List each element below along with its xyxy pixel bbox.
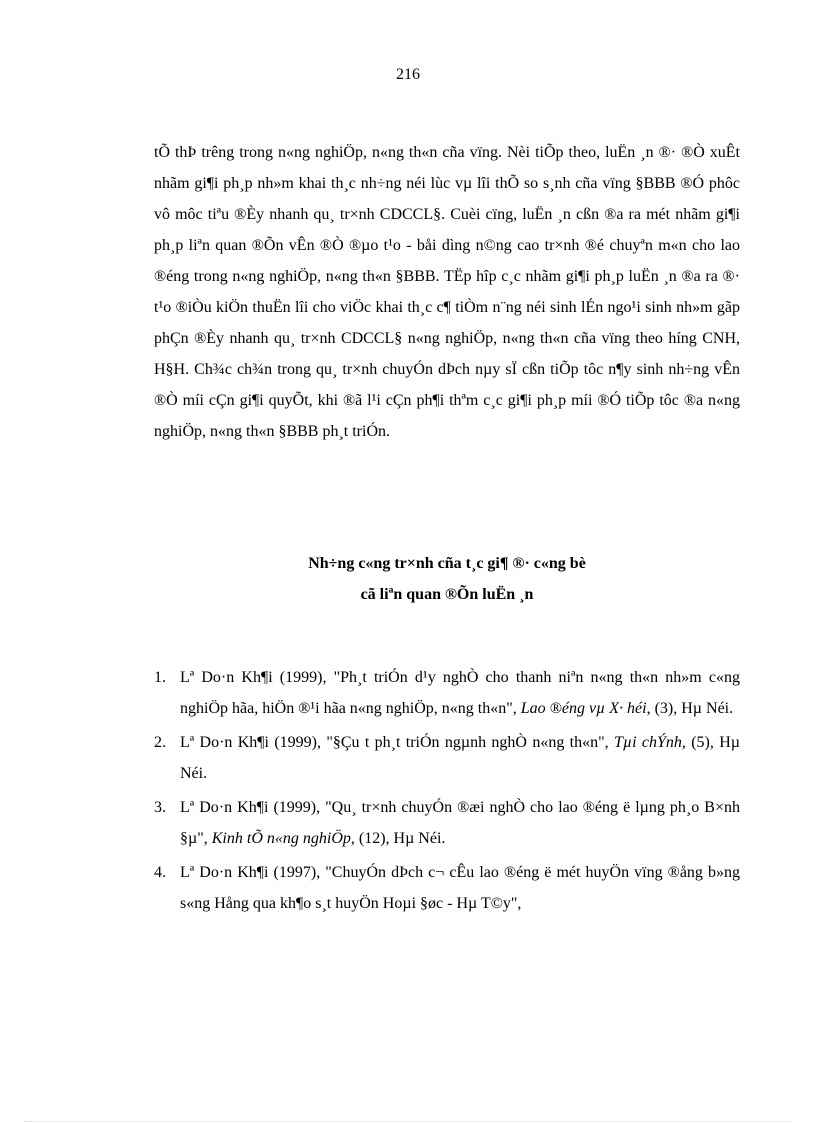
heading-line-1: Nh÷ng c«ng tr×nh cña t¸c gi¶ ®· c«ng bè [308,555,586,572]
reference-text: Lª Do·n Kh¶i (1999), "Qu¸ tr×nh chuyÓn ®æi nghÒ cho lao ®éng ë lµng ph¸o B×nh §µ", [180,799,740,847]
heading-line-2: cã liªn quan ®Õn luËn ¸n [360,586,534,603]
reference-text: Lª Do·n Kh¶i (1999), "§Çu t ph¸t triÓn ngµnh nghÒ n«ng th«n", [180,734,614,751]
reference-tail: , (5), Hµ Néi. [180,734,740,782]
reference-journal: Lao ®éng vµ X· héi [520,700,647,717]
reference-journal: Kinh tÕ n«ng nghiÖp [211,830,351,847]
reference-number: 3. [154,799,166,816]
reference-journal: Tµi chÝnh [613,734,682,751]
reference-tail: , (12), Hµ Néi. [350,830,446,847]
reference-number: 2. [154,734,166,751]
reference-number: 1. [154,669,166,686]
body-paragraph: tÕ thÞ trêng trong n«ng nghiÖp, n«ng th«n cña vïng. Nèi tiÕp theo, luËn ¸n ®· ®Ò xuÊt nhãm gi¶i ph¸p nh»m khai th¸c nh÷ng néi lùc vµ lîi thÕ so s¸nh cña vïng §BBB ®Ó phôc vô môc tiªu ®Èy nhanh qu¸ tr×nh CDCCL§. Cuèi cïng, luËn ¸n cßn ®a ra mét nhãm gi¶i ph¸p liªn quan ®Õn vÊn ®Ò ®µo t¹o - båi dìng n©ng cao tr×nh ®é chuyªn m«n cho lao ®éng trong n«ng nghiÖp, n«ng th«n §BBB. TËp hîp c¸c nhãm gi¶i ph¸p luËn ¸n ®a ra ®· t¹o ®iÒu kiÖn thuËn lîi cho viÖc khai th¸c c¶ tiÒm n¨ng néi sinh lÉn ngo¹i sinh nh»m gãp phÇn ®Èy nhanh qu¸ tr×nh CDCCL§ n«ng nghiÖp, n«ng th«n cña vïng theo híng CNH, H§H. Ch¾c ch¾n trong qu¸ tr×nh chuyÓn dÞch nµy sÏ cßn tiÕp tôc n¶y sinh nh÷ng vÊn ®Ò míi cÇn gi¶i quyÕt, khi ®ã l¹i cÇn ph¶i thªm c¸c gi¶i ph¸p míi ®Ó tiÕp tôc ®a n«ng nghiÖp, n«ng th«n §BBB ph¸t triÓn. [154,144,740,440]
reference-list [154,662,740,922]
reference-text: Lª Do·n Kh¶i (1997), "ChuyÓn dÞch c¬ cÊu lao ®éng ë mét huyÖn vïng ®ång b»ng s«ng Hång qua kh¶o s¸t huyÖn Hoµi §øc - Hµ T©y", [180,864,740,912]
reference-item-2 [154,727,740,789]
reference-number: 4. [154,864,166,881]
reference-item-4 [154,857,740,919]
footer-rule [24,1121,792,1122]
section-heading [154,548,740,610]
reference-text: Lª Do·n Kh¶i (1999), "Ph¸t triÓn d¹y nghÒ cho thanh niªn n«ng th«n nh»m c«ng nghiÖp hãa, hiÖn ®¹i hãa n«ng nghiÖp, n«ng th«n", [180,669,740,717]
page-number: 216 [396,66,420,83]
reference-tail: , (3), Hµ Néi. [646,700,734,717]
reference-item-3 [154,792,740,854]
reference-item-1 [154,662,740,724]
